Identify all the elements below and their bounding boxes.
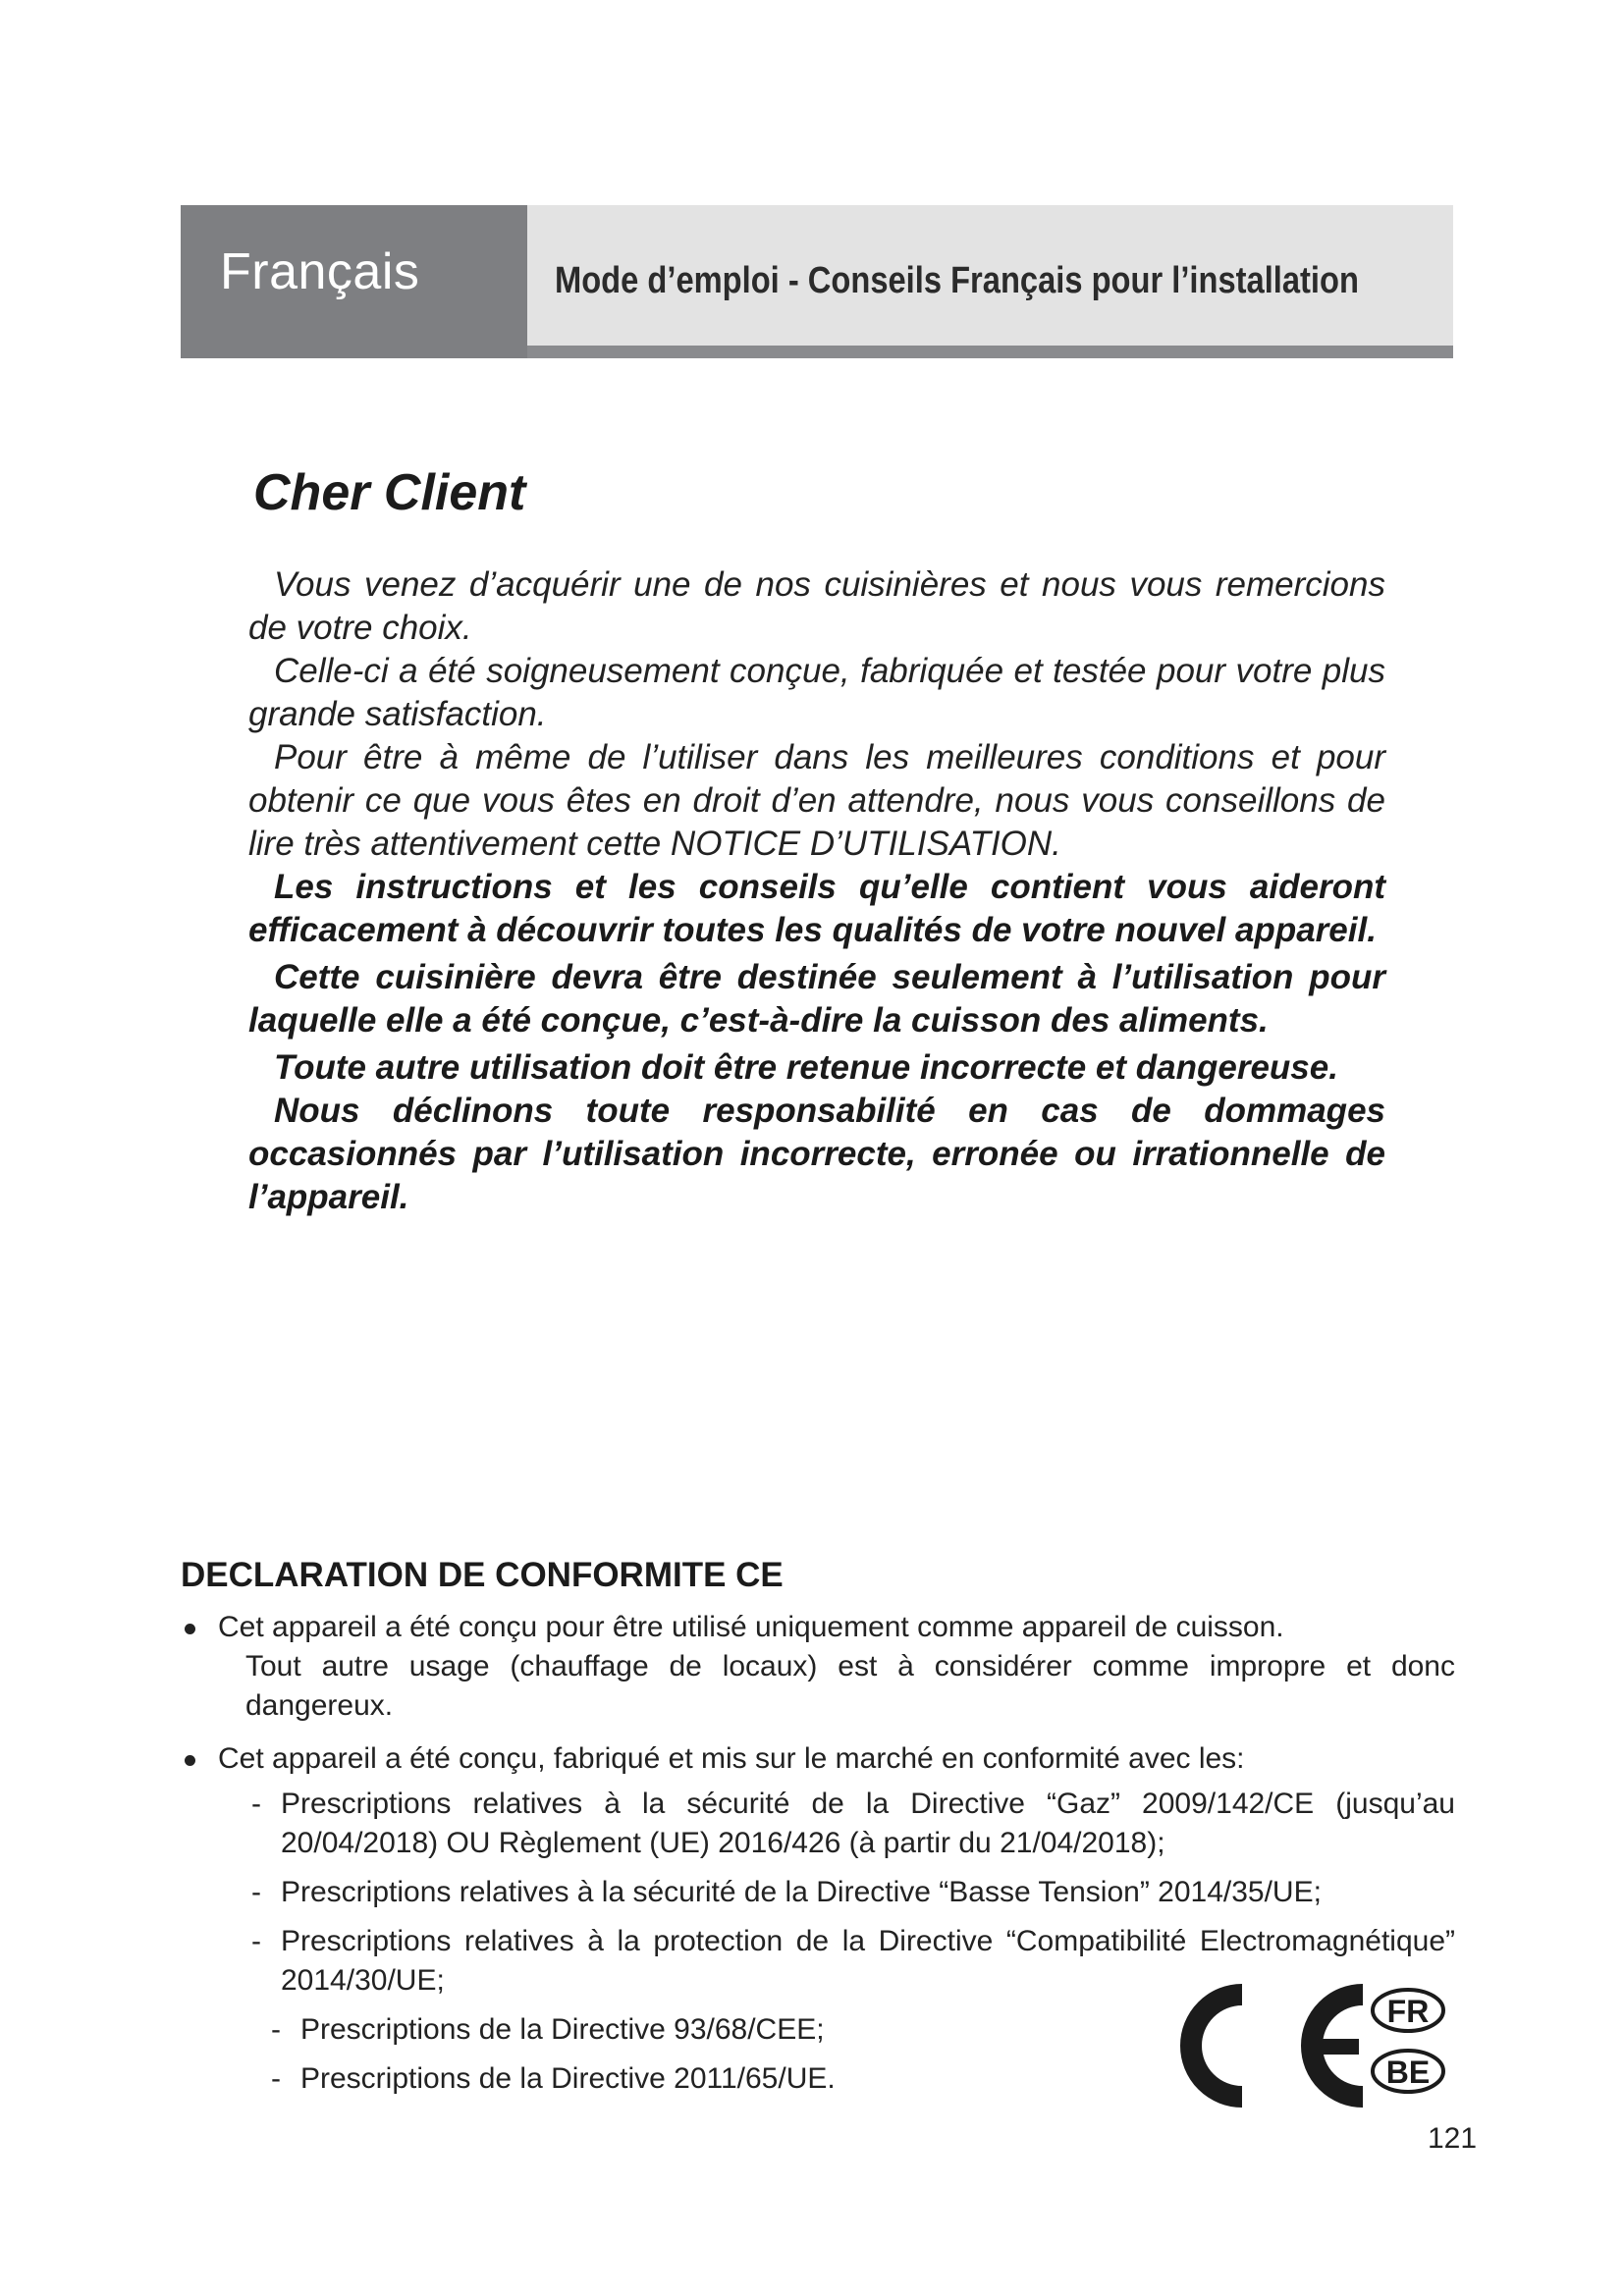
declaration-title: DECLARATION DE CONFORMITE CE [181, 1556, 784, 1594]
greeting-heading: Cher Client [253, 464, 526, 521]
ce-mark-logo [1168, 1973, 1453, 2120]
intro-paragraph-bold: Cette cuisinière devra être destinée seulement à l’utilisation pour laquelle elle a été conçue, c’est-à-dire la cuisson des aliments. [248, 958, 1385, 1040]
dash-icon: - [251, 1925, 261, 1957]
dash-icon: - [271, 2013, 281, 2046]
dash-icon: - [251, 1788, 261, 1820]
ce-country-code: BE [1385, 2055, 1431, 2090]
dash-icon: - [271, 2062, 281, 2095]
language-label: Français [220, 243, 420, 300]
bullet-icon [185, 1624, 195, 1634]
language-tab [181, 205, 527, 358]
header-title-box [527, 205, 1453, 346]
document-title: Mode d’emploi - Conseils Français pour l’installation [555, 260, 1359, 301]
declaration-bullet-text: Cet appareil a été conçu, fabriqué et mis sur le marché en conformité avec les: [218, 1742, 1245, 1775]
declaration-bullet [181, 1608, 1455, 1647]
declaration-bullet-detail: Tout autre usage (chauffage de locaux) est à considérer comme impropre et donc dangereux. [245, 1650, 1455, 1722]
directive-text: Prescriptions relatives à la sécurité de la Directive “Gaz” 2009/142/CE (jusqu’au 20/04/2018) OU Règlement (UE) 2016/426 (à partir du 21/04/2018); [281, 1788, 1455, 1859]
list-item [181, 1873, 1455, 1912]
directive-text: Prescriptions de la Directive 93/68/CEE; [300, 2013, 825, 2046]
intro-text [248, 563, 1385, 1219]
intro-paragraph-bold: Les instructions et les conseils qu’elle contient vous aideront efficacement à découvrir toutes les qualités de votre nouvel appareil. [248, 868, 1385, 949]
dash-icon: - [251, 1876, 261, 1908]
bullet-icon [185, 1755, 195, 1766]
declaration-bullet-text: Cet appareil a été conçu pour être utilisé uniquement comme appareil de cuisson. [218, 1611, 1284, 1643]
ce-letter-c-icon [1191, 1995, 1242, 2097]
intro-paragraph-bold: Toute autre utilisation doit être retenue incorrecte et dangereuse. [274, 1048, 1338, 1087]
intro-paragraph: Celle-ci a été soigneusement conçue, fabriquée et testée pour votre plus grande satisfaction. [248, 652, 1385, 733]
list-item [181, 2010, 1007, 2050]
directive-text: Prescriptions de la Directive 2011/65/UE. [300, 2062, 836, 2095]
directive-text: Prescriptions relatives à la protection de la Directive “Compatibilité Electromagnétique” 2014/30/UE; [281, 1925, 1455, 1997]
header-rule [527, 346, 1453, 358]
page-number: 121 [1428, 2122, 1478, 2155]
ce-country-code: FR [1386, 1994, 1430, 2029]
list-item [181, 2059, 1007, 2099]
page-header [181, 205, 1453, 358]
intro-paragraph: Pour être à même de l’utiliser dans les meilleures conditions et pour obtenir ce que vous êtes en droit d’en attendre, nous vous conseillons de lire très attentivement cette NOTICE D’UTILISATION. [248, 738, 1385, 863]
directive-text: Prescriptions relatives à la sécurité de la Directive “Basse Tension” 2014/35/UE; [281, 1876, 1322, 1908]
list-item [181, 1785, 1455, 1863]
intro-paragraph: Vous venez d’acquérir une de nos cuisinières et nous vous remercions de votre choix. [248, 565, 1385, 647]
declaration-bullet [181, 1739, 1455, 1779]
intro-paragraph-bold: Nous déclinons toute responsabilité en cas de dommages occasionnés par l’utilisation incorrecte, erronée ou irrationnelle de l’appareil. [248, 1092, 1385, 1216]
